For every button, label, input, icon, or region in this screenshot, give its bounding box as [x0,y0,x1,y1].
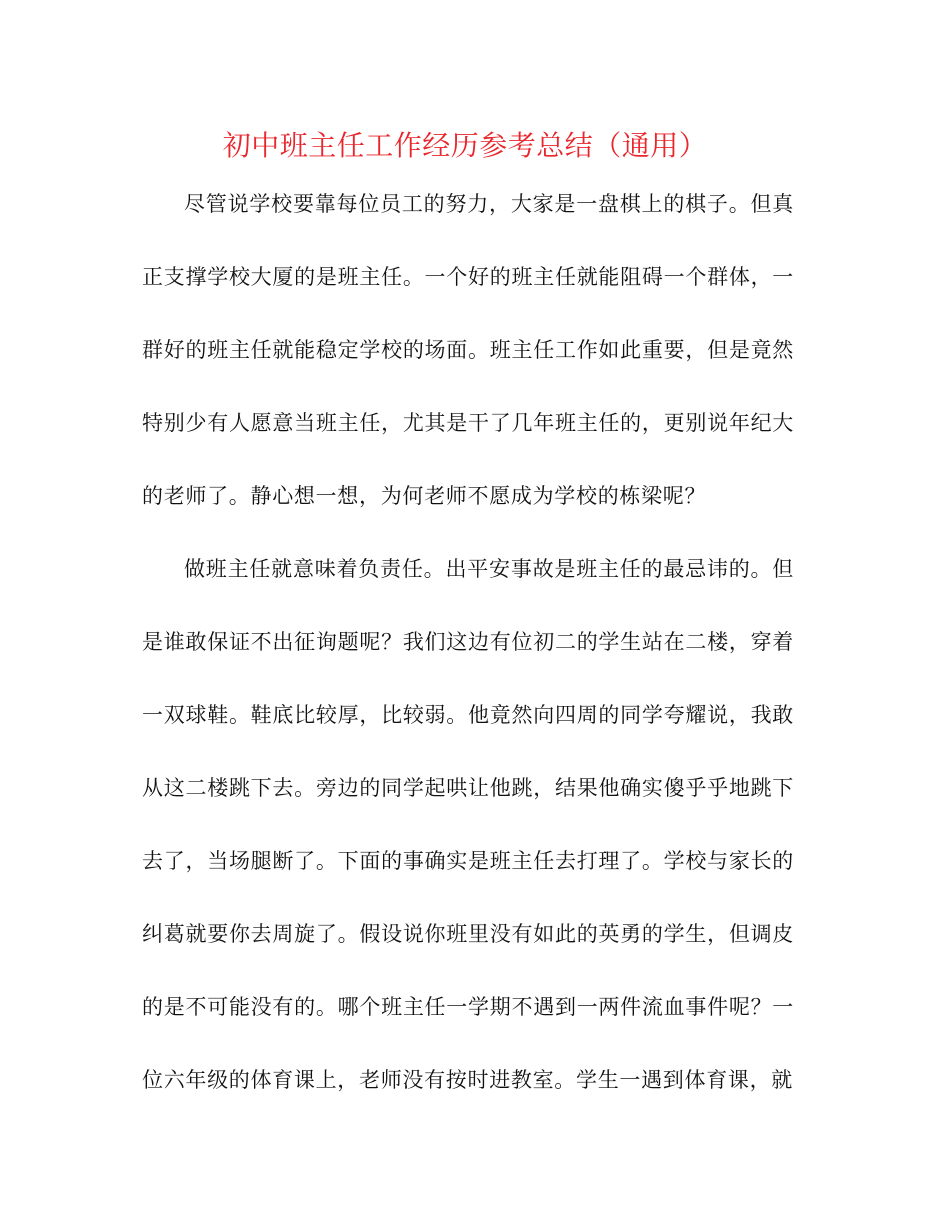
paragraph-2: 做班主任就意味着负责任。出平安事故是班主任的最忌讳的。但是谁敢保证不出征询题呢？我们这边有位初二的学生站在二楼，穿着一双球鞋。鞋底比较厚，比较弱。他竟然向四周的同学夸耀说，我敢从这二楼跳下去。旁边的同学起哄让他跳，结果他确实傻乎乎地跳下去了，当场腿断了。下面的事确实是班主任去打理了。学校与家长的纠葛就要你去周旋了。假设说你班里没有如此的英勇的学生，但调皮的是不可能没有的。哪个班主任一学期不遇到一两件流血事件呢？一位六年级的体育课上，老师没有按时进教室。学生一遇到体育课，就 [142,557,794,1092]
document-title: 初中班主任工作经历参考总结（通用） [222,129,708,162]
document-body [142,168,794,1117]
paragraph-1: 尽管说学校要靠每位员工的努力，大家是一盘棋上的棋子。但真正支撑学校大厦的是班主任。一个好的班主任就能阻碍一个群体，一群好的班主任就能稳定学校的场面。班主任工作如此重要，但是竟然特别少有人愿意当班主任，尤其是干了几年班主任的，更别说年纪大的老师了。静心想一想，为何老师不愿成为学校的栋梁呢？ [142,192,794,508]
